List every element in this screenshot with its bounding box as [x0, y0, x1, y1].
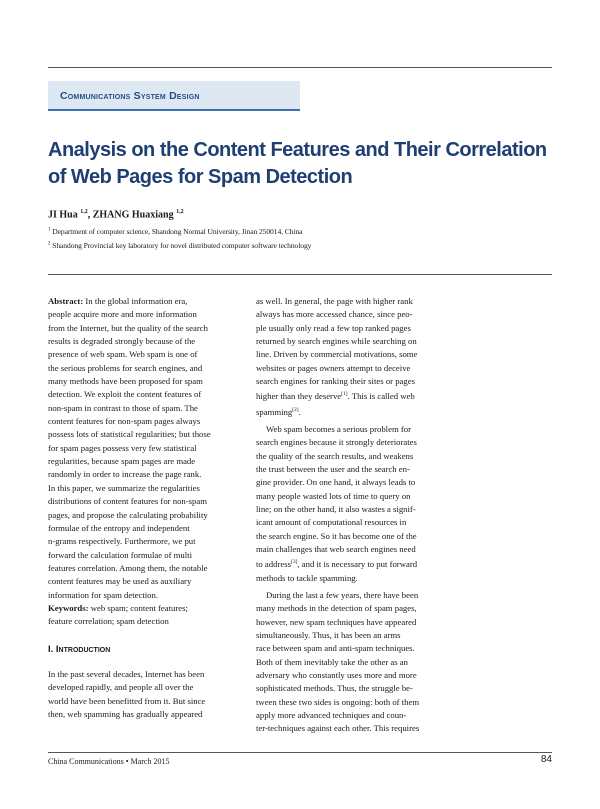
text-line: [256, 388, 500, 403]
text-line: detection. We exploit the content features of: [48, 389, 202, 400]
text-line: features correlation. Among them, the notable: [48, 562, 208, 573]
text-line: [256, 404, 500, 419]
text-line: feature correlation; spam detection: [48, 616, 169, 627]
footer-rule: [48, 752, 552, 753]
author-separator: ,: [87, 209, 93, 221]
text-line: content features for non-spam pages always: [48, 416, 201, 427]
text-line: Both of them inevitably take the other as an: [256, 656, 408, 667]
text-line: adversary who constantly uses more and more: [256, 669, 417, 680]
title-line-1: Analysis on the Content Features and Their Correlation: [48, 139, 547, 161]
author-name: ZHANG Huaxiang: [92, 209, 174, 221]
text-line: n-grams respectively. Furthermore, we put: [48, 536, 196, 547]
author-name: JI Hua: [48, 209, 78, 221]
text-line: [48, 295, 288, 308]
section-banner: [48, 81, 300, 111]
abstract-label: Abstract:: [48, 296, 84, 306]
citation-ref: [3]: [290, 559, 298, 566]
text-line: websites or pages owners attempt to deceive: [256, 362, 411, 373]
text-line: formulae of the entropy and independent: [48, 522, 190, 533]
journal-footer: China Communications • March 2015: [48, 757, 170, 766]
text-line: simultaneously. Thus, it has been an arms: [256, 629, 401, 640]
header-divider: [48, 274, 552, 275]
text-fragment: spamming: [256, 406, 293, 417]
affiliation: [48, 241, 311, 250]
text-line: In the past several decades, Internet has been: [48, 668, 205, 679]
text-line: for spam pages possess very few statistical: [48, 442, 197, 453]
author-list: [48, 209, 184, 220]
affiliation-number: 2: [48, 241, 51, 247]
text-line: distributions of content features for non-spam: [48, 496, 207, 507]
text-line: returned by search engines while searching on: [256, 336, 417, 347]
author-affil-sup: 1,2: [176, 209, 184, 215]
text-line: methods to tackle spamming.: [256, 572, 358, 583]
section-heading: I. Introduction: [48, 643, 111, 655]
affiliation-text: Department of computer science, Shandong Normal University, Jinan 250014, China: [52, 227, 303, 236]
page-number: 84: [540, 754, 552, 765]
text-line: however, new spam techniques have appeared: [256, 616, 417, 627]
text-fragment: . This is called web: [347, 391, 415, 402]
text-line: the quality of the search results, and weakens: [256, 450, 414, 461]
text-fragment: , and it is necessary to put forward: [297, 559, 418, 570]
text-line: forward the calculation formulae of multi: [48, 549, 193, 560]
text-line: During the last a few years, there have been: [266, 589, 419, 600]
text-line: always has more accessed chance, since peo-: [256, 309, 413, 320]
text-line: information for spam detection.: [48, 589, 159, 600]
affiliation-text: Shandong Provincial key laboratory for novel distributed computer software technology: [52, 241, 312, 250]
author-affil-sup: 1,2: [80, 209, 88, 215]
text-line: In the global information era,: [85, 296, 188, 306]
citation-ref: [2]: [292, 406, 299, 413]
text-line: [256, 556, 500, 571]
text-line: ter-techniques against each other. This requires: [256, 723, 420, 734]
left-column: [48, 295, 288, 721]
text-line: search engines for ranking their sites or pages: [256, 376, 415, 387]
text-line: presence of web spam. Web spam is one of: [48, 349, 198, 360]
text-line: developed rapidly, and people all over the: [48, 682, 194, 693]
text-line: as well. In general, the page with higher rank: [256, 296, 413, 306]
text-line: non-spam in contrast to those of spam. The: [48, 402, 198, 413]
text-line: then, web spamming has gradually appeared: [48, 708, 203, 719]
text-line: randomly in order to increase the page rank.: [48, 469, 202, 480]
text-line: Web spam becomes a serious problem for: [266, 423, 412, 434]
text-line: world have been benefitted from it. But since: [48, 695, 206, 706]
text-line: many people wasted lots of time to query on: [256, 490, 411, 501]
affiliation: [48, 227, 302, 236]
text-fragment: higher than they deserve: [256, 391, 342, 402]
text-line: tween these two sides is ongoing: both of them: [256, 696, 420, 707]
text-line: the trust between the user and the search en-: [256, 463, 410, 474]
keywords-label: Keywords:: [48, 602, 89, 613]
text-line: the serious problems for search engines, and: [48, 362, 203, 373]
text-line: line; on the other hand, it also wastes a signif-: [256, 503, 416, 514]
text-line: main challenges that web search engines need: [256, 543, 416, 554]
text-line: many methods have been proposed for spam: [48, 376, 203, 387]
text-line: [48, 602, 288, 615]
text-line: results is degraded strongly because of the: [48, 336, 196, 347]
section-label: Communications System Design: [60, 90, 200, 102]
text-fragment: .: [298, 406, 301, 417]
text-line: race between spam and anti-spam techniques.: [256, 643, 415, 654]
citation-ref: [1]: [341, 391, 348, 398]
text-line: web spam; content features;: [90, 602, 188, 613]
text-line: apply more advanced techniques and coun-: [256, 709, 407, 720]
text-fragment: to address: [256, 559, 291, 570]
text-line: possess lots of statistical regularities; but those: [48, 429, 211, 440]
text-line: regularities, because spam pages are made: [48, 456, 196, 467]
title-line-2: of Web Pages for Spam Detection: [48, 166, 353, 188]
text-line: In this paper, we summarize the regularities: [48, 482, 200, 493]
text-line: content features may be used as auxiliary: [48, 576, 192, 587]
text-line: search engines because it strongly deteriorates: [256, 437, 417, 448]
text-line: many methods in the detection of spam pages,: [256, 603, 417, 614]
paper-title: [48, 137, 563, 191]
text-line: from the Internet, but the quality of the search: [48, 322, 208, 333]
text-line: people acquire more and more information: [48, 309, 197, 320]
text-line: sophisticated methods. Thus, the struggle be-: [256, 683, 413, 694]
top-rule: [48, 67, 552, 68]
text-line: pages, and propose the calculating probability: [48, 509, 208, 520]
right-column: [256, 295, 500, 736]
text-line: line. Driven by commercial motivations, some: [256, 349, 418, 360]
affiliation-number: 1: [48, 227, 51, 233]
text-line: the search engine. So it has become one of the: [256, 530, 417, 541]
text-line: gine provider. On one hand, it always leads to: [256, 477, 416, 488]
text-line: icant amount of computational resources in: [256, 517, 407, 528]
text-line: ple usually only read a few top ranked pages: [256, 322, 411, 333]
